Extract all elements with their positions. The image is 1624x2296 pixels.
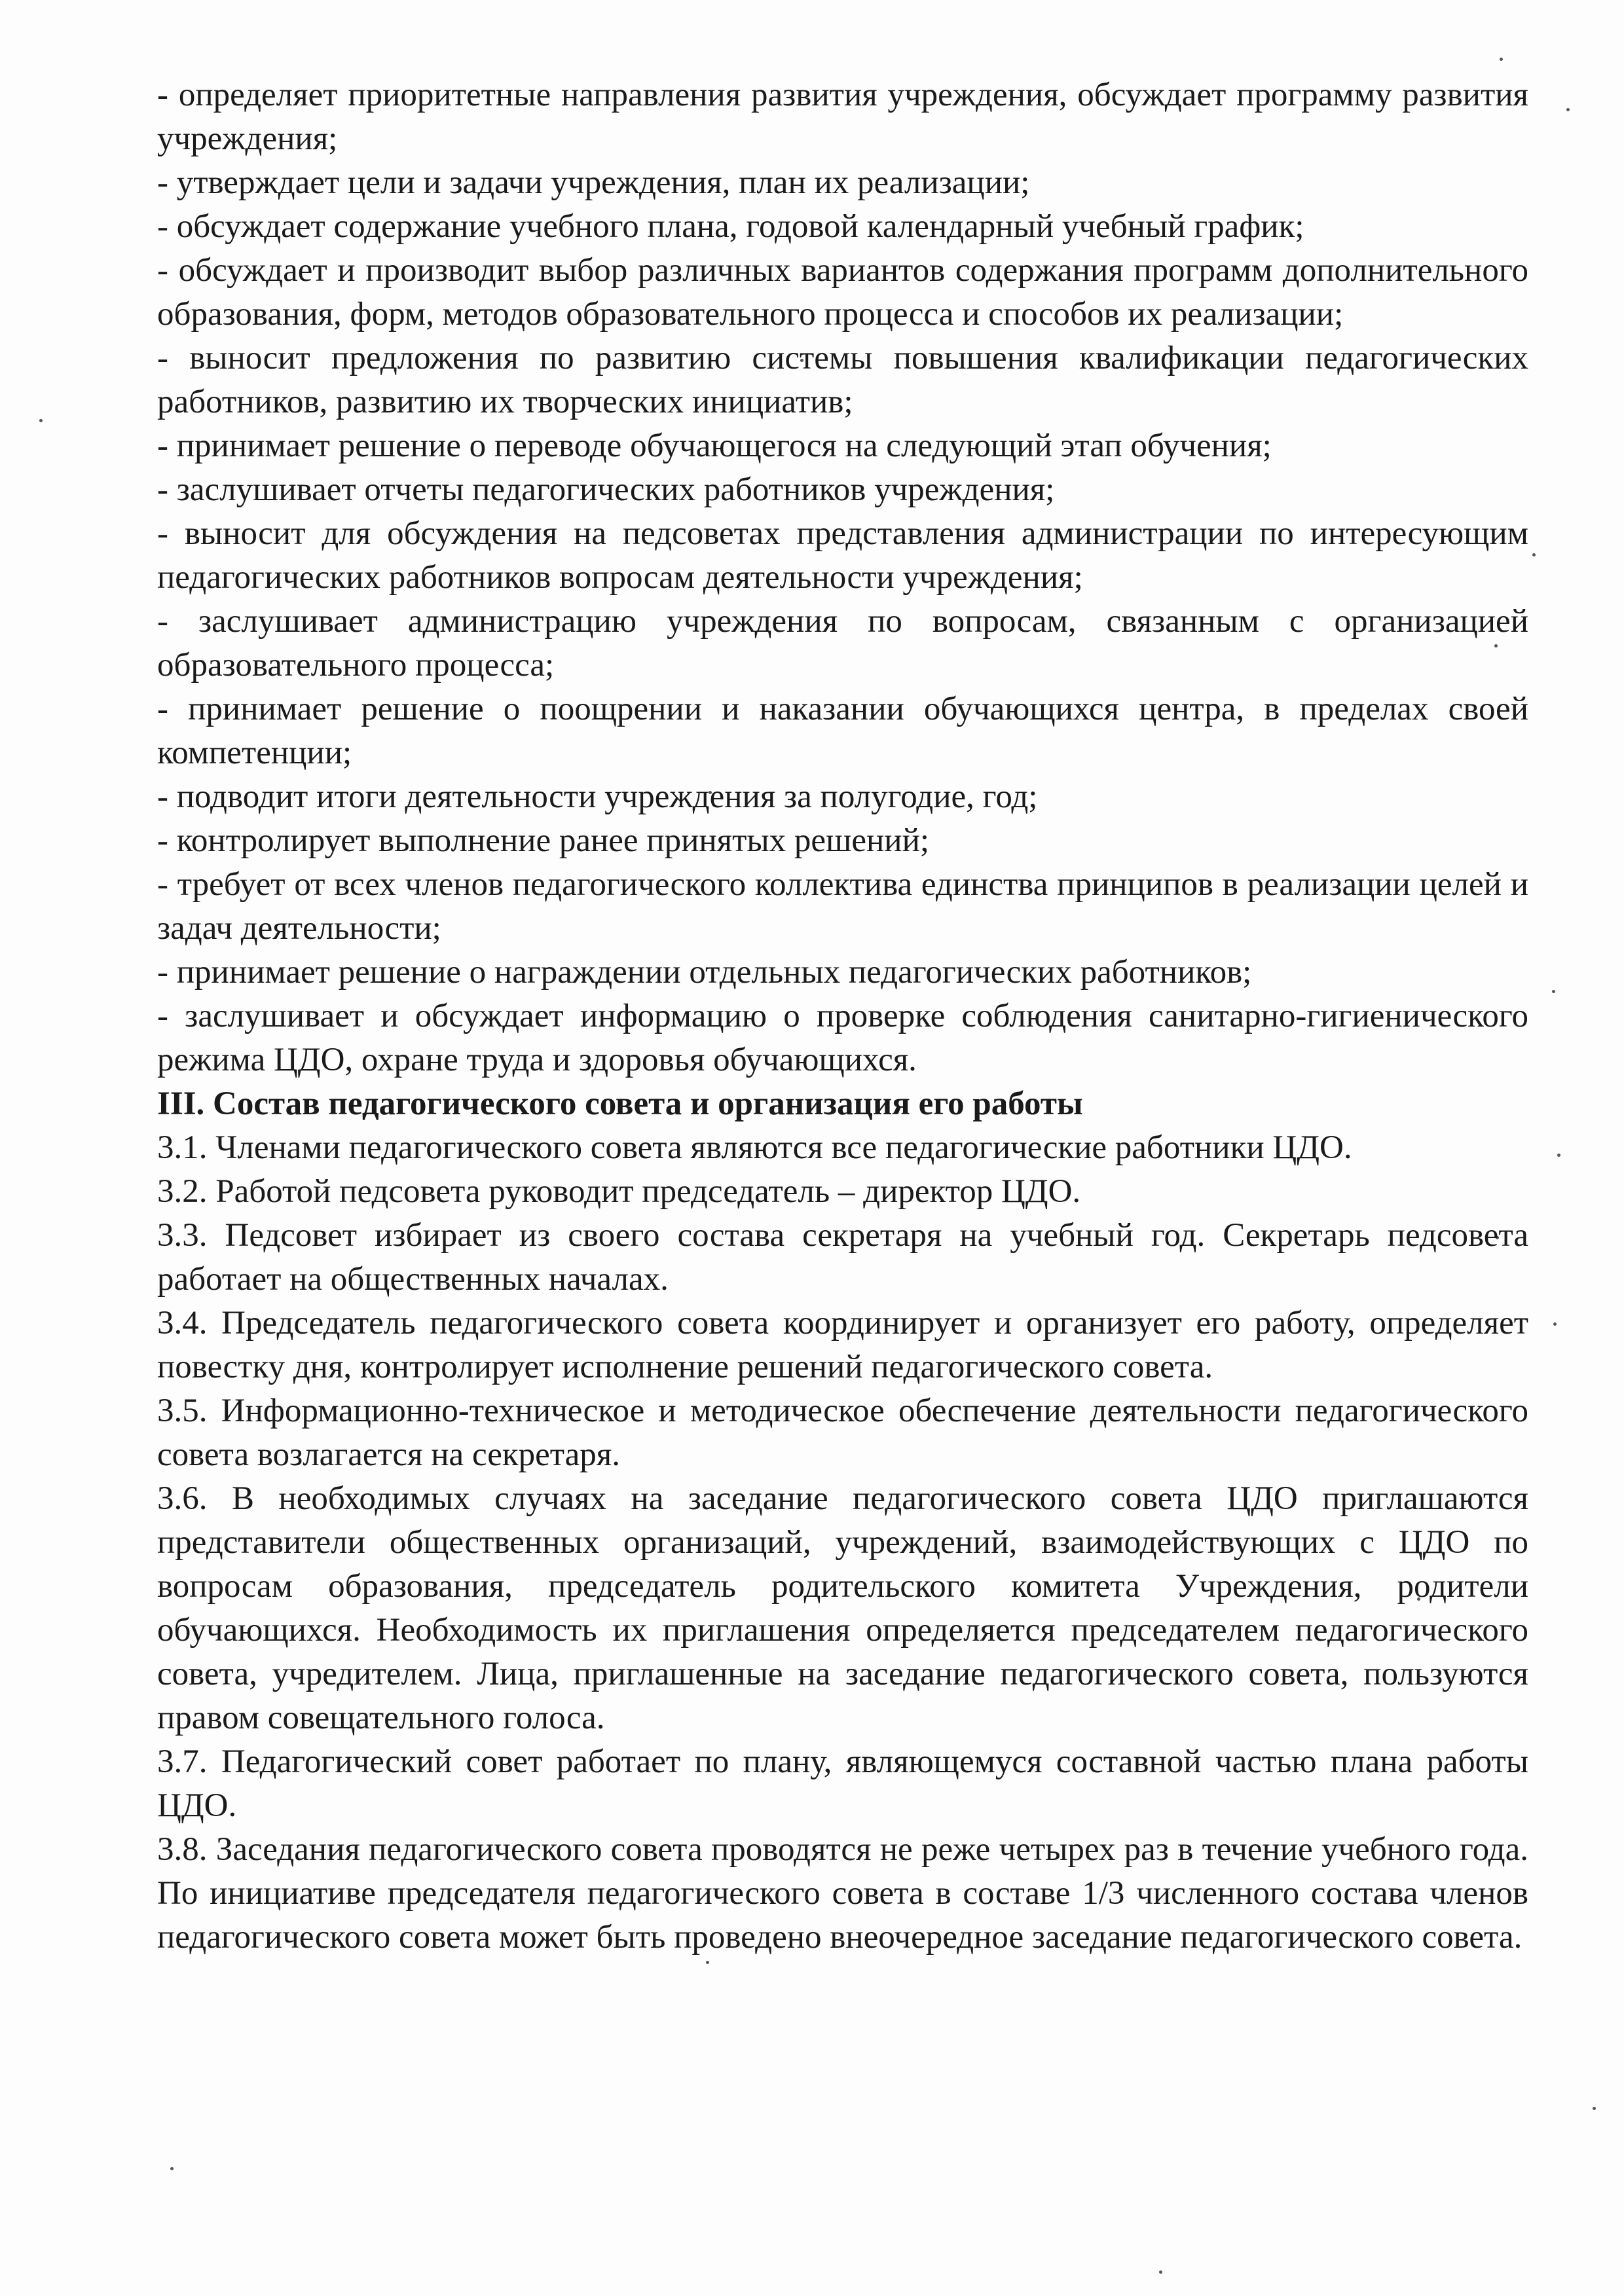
list-item: - требует от всех членов педагогического коллектива единства принципов в реализации целей и задач деятельности; [157, 866, 1528, 947]
clause-paragraph: 3.4. Председатель педагогического совета координирует и организует его работу, определяет повестку дня, контролирует исполнение решений педагогического совета. [157, 1305, 1528, 1385]
section-heading: III. Состав педагогического совета и организация его работы [157, 1085, 1083, 1122]
scan-speck [1500, 58, 1503, 61]
list-item: - заслушивает отчеты педагогических работников учреждения; [157, 471, 1055, 508]
scan-speck [1159, 2270, 1162, 2274]
clause-paragraph: 3.8. Заседания педагогического совета проводятся не реже четырех раз в течение учебного года. По инициативе председателя педагогического совета в составе 1/3 численного состава членов педагогического совета может быть проведено внеочередное заседание педагогического совета. [157, 1831, 1528, 1956]
list-item: - принимает решение о награждении отдельных педагогических работников; [157, 954, 1252, 991]
list-item: - обсуждает содержание учебного плана, годовой календарный учебный график; [157, 208, 1304, 245]
list-item: - обсуждает и производит выбор различных вариантов содержания программ дополнительного образования, форм, методов образовательного процесса и способов их реализации; [157, 252, 1528, 333]
scan-speck [1566, 108, 1570, 111]
list-item: - выносит для обсуждения на педсоветах представления администрации по интересующим педагогических работников вопросам деятельности учреждения; [157, 515, 1528, 596]
list-item: - определяет приоритетные направления развития учреждения, обсуждает программу развития учреждения; [157, 77, 1528, 157]
list-item: - утверждает цели и задачи учреждения, план их реализации; [157, 164, 1030, 201]
clause-paragraph: 3.5. Информационно-техническое и методическое обеспечение деятельности педагогического совета возлагается на секретаря. [157, 1393, 1528, 1473]
clause-paragraph: 3.1. Членами педагогического совета являются все педагогические работники ЦДО. [157, 1129, 1352, 1166]
scan-speck [706, 1961, 709, 1964]
list-item: - подводит итоги деятельности учреждения за полугодие, год; [157, 778, 1038, 815]
clause-paragraph: 3.7. Педагогический совет работает по плану, являющемуся составной частью плана работы ЦДО. [157, 1743, 1528, 1824]
scan-speck [1552, 990, 1555, 993]
scan-speck [39, 419, 43, 422]
clause-paragraph: 3.3. Педсовет избирает из своего состава секретаря на учебный год. Секретарь педсовета работает на общественных началах. [157, 1217, 1528, 1298]
list-item: - заслушивает администрацию учреждения по вопросам, связанным с организацией образовательного процесса; [157, 603, 1528, 683]
scan-speck [170, 2167, 174, 2170]
scan-speck [1532, 553, 1536, 556]
list-item: - принимает решение о переводе обучающегося на следующий этап обучения; [157, 428, 1272, 464]
clause-paragraph: 3.6. В необходимых случаях на заседание педагогического совета ЦДО приглашаются представители общественных организаций, учреждений, взаимодействующих с ЦДО по вопросам образования, председатель родительского комитета Учреждения, родители обучающихся. Необходимость их приглашения определяется председателем педагогического совета, учредителем. Лица, приглашенные на заседание педагогического совета, пользуются правом совещательного голоса. [157, 1480, 1528, 1736]
clause-paragraph: 3.2. Работой педсовета руководит председатель – директор ЦДО. [157, 1173, 1081, 1210]
document-body [157, 73, 1528, 1959]
list-item: - заслушивает и обсуждает информацию о проверке соблюдения санитарно-гигиенического режима ЦДО, охране труда и здоровья обучающихся. [157, 998, 1528, 1078]
scan-speck [1593, 2107, 1596, 2110]
scan-speck [1553, 1322, 1557, 1326]
list-item: - принимает решение о поощрении и наказании обучающихся центра, в пределах своей компетенции; [157, 691, 1528, 771]
scan-speck [1557, 1154, 1560, 1157]
list-item: - выносит предложения по развитию системы повышения квалификации педагогических работников, развитию их творческих инициатив; [157, 340, 1528, 420]
list-item: - контролирует выполнение ранее принятых решений; [157, 822, 930, 859]
